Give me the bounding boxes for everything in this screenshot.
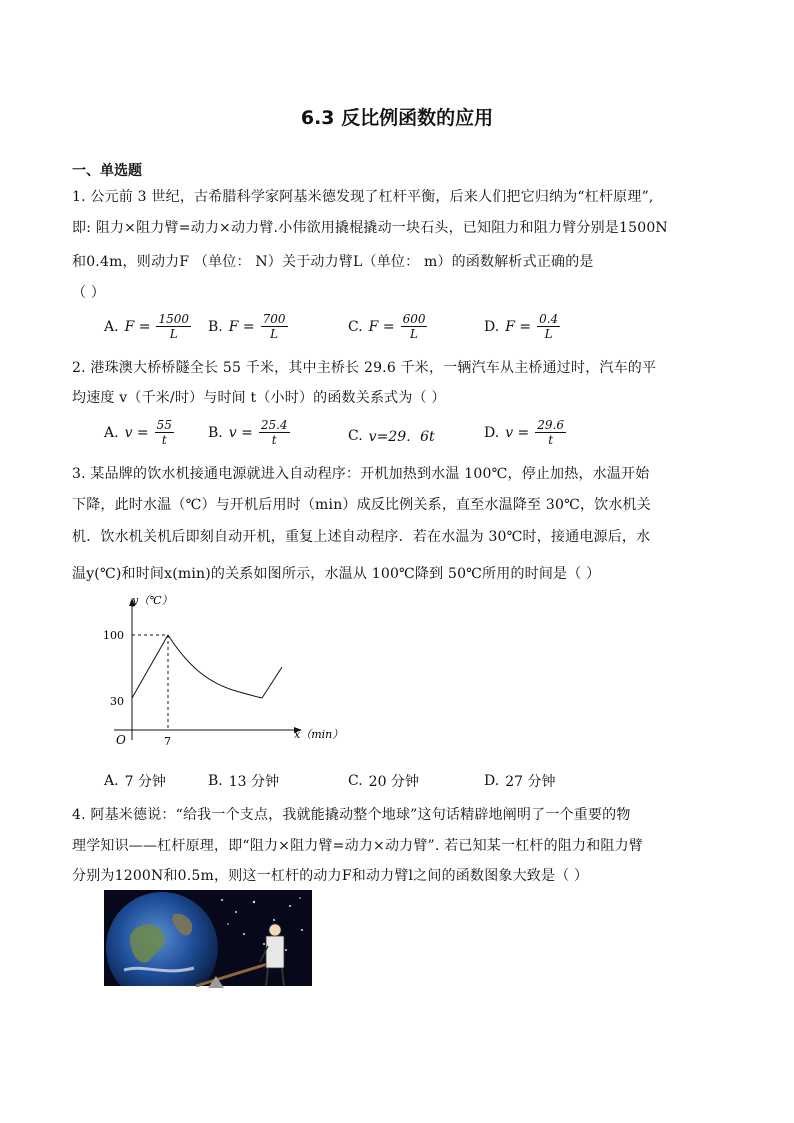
option-text: 13 分钟 xyxy=(228,774,280,790)
fraction-numerator: 29.6 xyxy=(537,418,564,432)
q1-option-d[interactable] xyxy=(484,312,560,341)
reheating-line xyxy=(262,667,282,698)
fraction xyxy=(261,312,288,341)
fraction-numerator: 1500 xyxy=(158,312,190,326)
option-lhs: v = xyxy=(228,424,253,441)
section-heading: 一、单选题 xyxy=(72,163,142,179)
q2-option-b[interactable] xyxy=(208,418,290,447)
q4-line-3: 分别为1200N和0.5m，则这一杠杆的动力F和动力臂l之间的函数图象大致是（ ） xyxy=(72,868,589,884)
q1-option-c[interactable] xyxy=(348,312,427,341)
x-axis-label: x（min） xyxy=(294,728,344,741)
fraction xyxy=(155,418,174,447)
option-label: A. xyxy=(104,318,119,335)
option-label: D. xyxy=(484,318,500,335)
q3-option-c[interactable] xyxy=(348,771,419,791)
q1-line-2: 即: 阻力×阻力臂=动力×动力臂.小伟欲用撬棍撬动一块石头，已知阻力和阻力臂分别是1500N xyxy=(72,220,668,236)
y-tick-100: 100 xyxy=(103,629,124,642)
cooling-curve xyxy=(168,635,262,698)
q2-line-1: 2. 港珠澳大桥桥隧全长 55 千米，其中主桥长 29.6 千米，一辆汽车从主桥通过时，汽车的平 xyxy=(72,360,657,376)
option-lhs: F = xyxy=(368,318,395,335)
fraction-denominator: L xyxy=(169,327,178,341)
option-lhs: v = xyxy=(124,424,149,441)
option-label: D. xyxy=(484,773,500,789)
option-lhs: v = xyxy=(505,424,530,441)
y-axis-label: y（℃） xyxy=(132,594,173,607)
q2-option-a[interactable] xyxy=(104,418,174,447)
option-label: B. xyxy=(208,773,223,789)
fraction-numerator: 55 xyxy=(156,418,172,432)
fraction xyxy=(535,418,566,447)
fraction-numerator: 700 xyxy=(262,312,286,326)
option-label: B. xyxy=(208,318,223,335)
q4-line-2: 理学知识——杠杆原理，即“阻力×阻力臂=动力×动力臂”. 若已知某一杠杆的阻力和阻力臂 xyxy=(72,838,644,854)
q3-option-b[interactable] xyxy=(208,771,279,791)
q3-line-2: 下降，此时水温（℃）与开机后用时（min）成反比例关系，直至水温降至 30℃，饮水机关 xyxy=(72,497,651,513)
fraction-denominator: L xyxy=(410,327,419,341)
option-label: A. xyxy=(104,773,119,789)
option-text: 27 分钟 xyxy=(505,774,556,790)
q1-option-a[interactable] xyxy=(104,312,191,341)
option-lhs: F = xyxy=(228,318,255,335)
q2-option-d[interactable] xyxy=(484,418,566,447)
q3-option-a[interactable] xyxy=(104,771,166,791)
q3-option-d[interactable] xyxy=(484,771,555,791)
fraction-denominator: L xyxy=(544,327,553,341)
fraction-denominator: t xyxy=(548,433,554,447)
option-text: v=29．6t xyxy=(368,429,435,445)
fraction xyxy=(401,312,428,341)
fraction-denominator: t xyxy=(271,433,277,447)
option-label: B. xyxy=(208,424,223,441)
option-label: A. xyxy=(104,424,119,441)
fraction-denominator: L xyxy=(270,327,279,341)
q1-option-b[interactable] xyxy=(208,312,288,341)
archimedes-lever-illustration xyxy=(104,890,312,993)
option-label: C. xyxy=(348,318,363,335)
fraction-numerator: 25.4 xyxy=(260,418,288,432)
option-label: D. xyxy=(484,424,500,441)
option-label: C. xyxy=(348,428,363,444)
option-label: C. xyxy=(348,773,363,789)
ground xyxy=(104,986,312,993)
fraction xyxy=(537,312,560,341)
origin-label: O xyxy=(116,733,126,747)
fraction-denominator: t xyxy=(161,433,167,447)
fraction-numerator: 0.4 xyxy=(539,312,559,326)
q3-line-1: 3. 某品牌的饮水机接通电源就进入自动程序：开机加热到水温 100℃，停止加热，水温开始 xyxy=(72,466,650,482)
q3-line-4: 温y(℃)和时间x(min)的关系如图所示，水温从 100℃降到 50℃所用的时间是（ ） xyxy=(72,566,601,582)
page-title: 6.3 反比例函数的应用 xyxy=(300,107,494,129)
y-tick-30: 30 xyxy=(110,695,124,708)
option-lhs: F = xyxy=(505,318,532,335)
q4-line-1: 4. 阿基米德说：“给我一个支点，我就能撬动整个地球”这句话精辟地阐明了一个重要的物 xyxy=(72,807,631,823)
q2-option-c[interactable] xyxy=(348,426,435,446)
x-tick-7: 7 xyxy=(164,735,171,748)
fraction xyxy=(156,312,191,341)
option-lhs: F = xyxy=(124,318,151,335)
temperature-time-graph xyxy=(96,588,356,758)
q2-line-2: 均速度 v（千米/时）与时间 t（小时）的函数关系式为（ ） xyxy=(72,390,446,406)
q1-line-4: （ ） xyxy=(72,285,106,301)
option-text: 7 分钟 xyxy=(124,774,166,790)
option-text: 20 分钟 xyxy=(368,774,419,790)
fraction xyxy=(259,418,290,447)
heating-line xyxy=(132,635,168,698)
fraction-numerator: 600 xyxy=(402,312,426,326)
q1-line-3: 和0.4m，则动力F （单位： N）关于动力臂L（单位： m）的函数解析式正确的是 xyxy=(72,254,594,270)
q3-line-3: 机．饮水机关机后即刻自动开机，重复上述自动程序．若在水温为 30℃时，接通电源后，水 xyxy=(72,529,651,545)
q1-line-1: 1. 公元前 3 世纪，古希腊科学家阿基米德发现了杠杆平衡，后来人们把它归纳为“杠杆原理”, xyxy=(72,189,654,205)
